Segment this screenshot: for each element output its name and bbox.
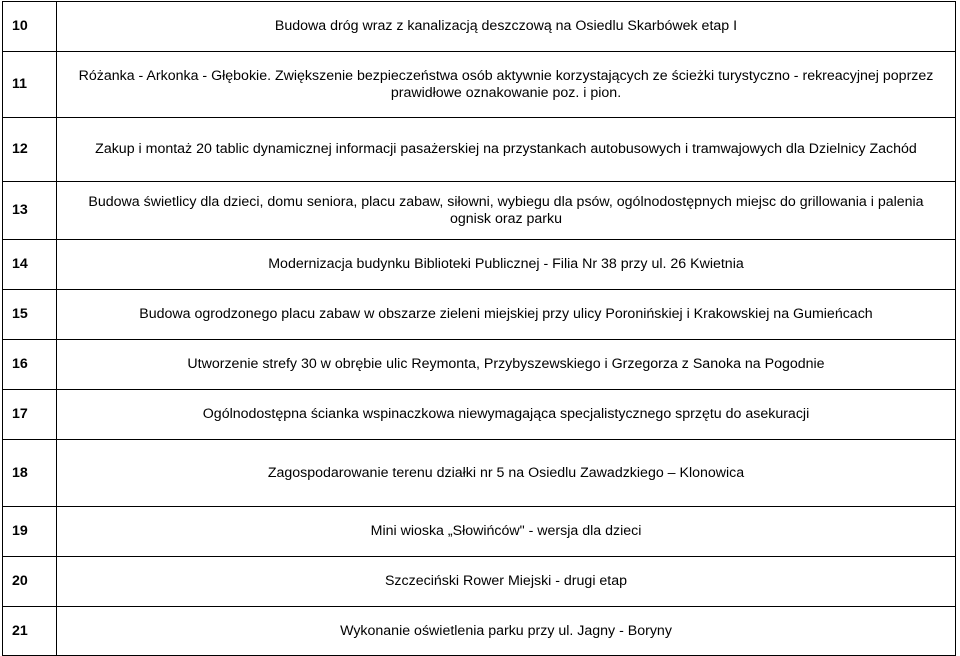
- row-description: Różanka - Arkonka - Głębokie. Zwiększenie bezpieczeństwa osób aktywnie korzystających ze ścieżki turystyczno - rekreacyjnej poprzez prawidłowe oznakowanie poz. i pion.: [57, 52, 956, 118]
- row-number: 15: [3, 290, 57, 340]
- row-description: Budowa świetlicy dla dzieci, domu seniora, placu zabaw, siłowni, wybiegu dla psów, ogólnodostępnych miejsc do grillowania i palenia ognisk oraz parku: [57, 182, 956, 240]
- row-description: Utworzenie strefy 30 w obrębie ulic Reymonta, Przybyszewskiego i Grzegorza z Sanoka na Pogodnie: [57, 340, 956, 390]
- table-row: [3, 440, 956, 507]
- table-row: [3, 607, 956, 656]
- row-number: 12: [3, 118, 57, 182]
- table-row: [3, 507, 956, 557]
- table-row: [3, 118, 956, 182]
- row-description: Modernizacja budynku Biblioteki Publicznej - Filia Nr 38 przy ul. 26 Kwietnia: [57, 240, 956, 290]
- row-number: 19: [3, 507, 57, 557]
- row-description: Szczeciński Rower Miejski - drugi etap: [57, 557, 956, 607]
- row-number: 11: [3, 52, 57, 118]
- table-row: [3, 390, 956, 440]
- row-description: Mini wioska „Słowińców" - wersja dla dzieci: [57, 507, 956, 557]
- row-number: 14: [3, 240, 57, 290]
- row-description: Zagospodarowanie terenu działki nr 5 na Osiedlu Zawadzkiego – Klonowica: [57, 440, 956, 507]
- table-row: [3, 290, 956, 340]
- table-row: [3, 2, 956, 52]
- table-row: [3, 182, 956, 240]
- row-description: Wykonanie oświetlenia parku przy ul. Jagny - Boryny: [57, 607, 956, 656]
- row-number: 16: [3, 340, 57, 390]
- row-number: 10: [3, 2, 57, 52]
- row-number: 17: [3, 390, 57, 440]
- table-row: [3, 52, 956, 118]
- row-number: 21: [3, 607, 57, 656]
- row-number: 18: [3, 440, 57, 507]
- table-row: [3, 240, 956, 290]
- table-row: [3, 340, 956, 390]
- row-number: 20: [3, 557, 57, 607]
- row-description: Budowa dróg wraz z kanalizacją deszczową na Osiedlu Skarbówek etap I: [57, 2, 956, 52]
- row-description: Budowa ogrodzonego placu zabaw w obszarze zieleni miejskiej przy ulicy Poronińskiej i Krakowskiej na Gumieńcach: [57, 290, 956, 340]
- table-row: [3, 557, 956, 607]
- row-description: Zakup i montaż 20 tablic dynamicznej informacji pasażerskiej na przystankach autobusowych i tramwajowych dla Dzielnicy Zachód: [57, 118, 956, 182]
- row-number: 13: [3, 182, 57, 240]
- row-description: Ogólnodostępna ścianka wspinaczkowa niewymagająca specjalistycznego sprzętu do asekuracji: [57, 390, 956, 440]
- projects-table: [2, 1, 956, 656]
